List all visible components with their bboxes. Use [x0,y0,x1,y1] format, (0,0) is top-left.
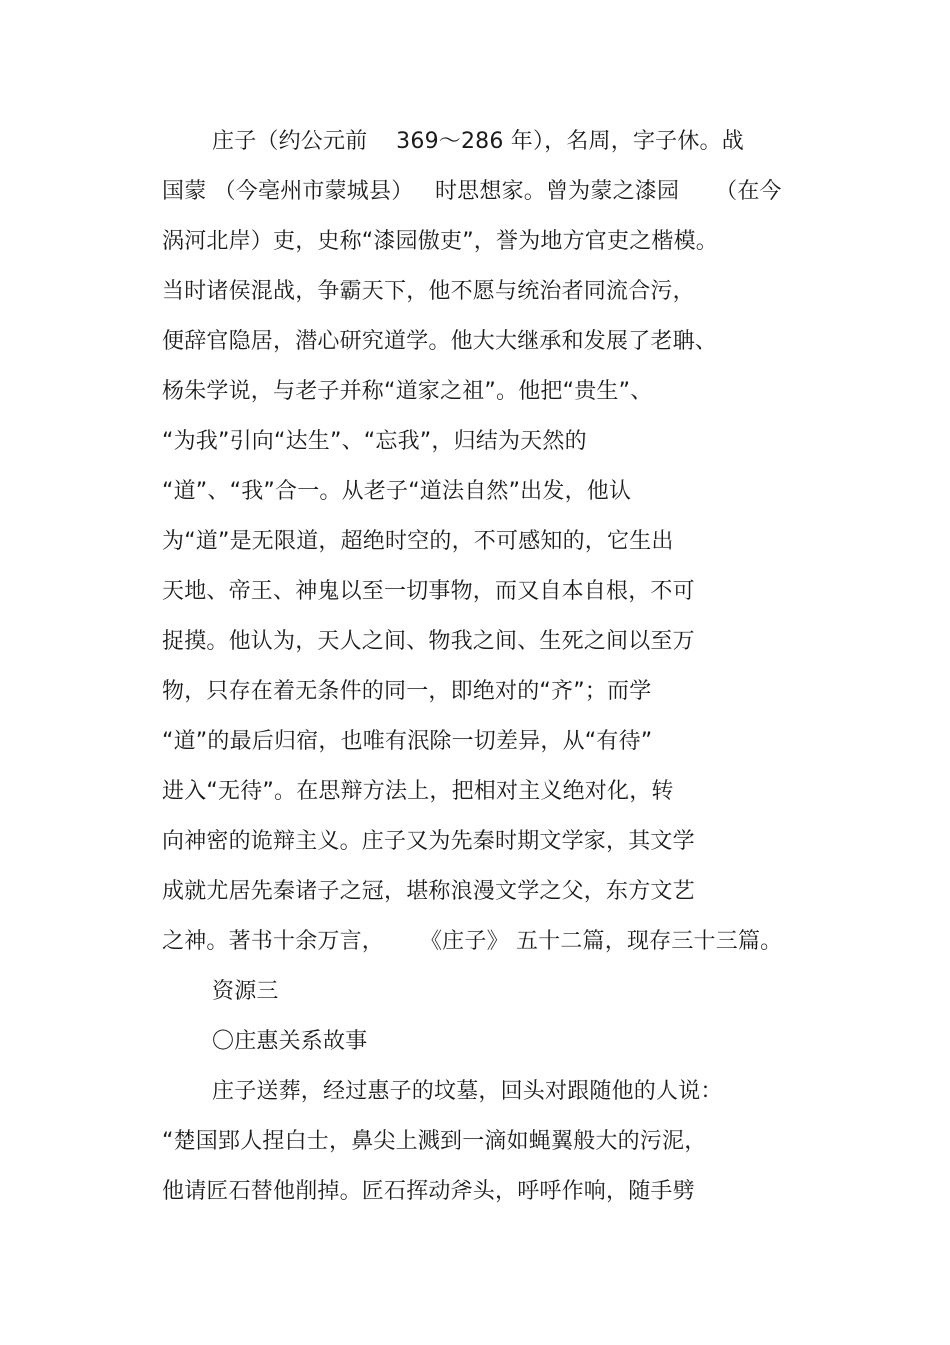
text-line: 之神。著书十余万言， 《庄子》 五十二篇，现存三十三篇。 [162,929,783,954]
text-line: “道”的最后归宿，也唯有泯除一切差异，从“有待” [162,729,653,754]
text-line: 国蒙 （今亳州市蒙城县） 时思想家。曾为蒙之漆园 （在今 [162,179,782,204]
text-line: 杨朱学说，与老子并称“道家之祖”。他把“贵生”、 [162,379,653,404]
text-line: 他请匠石替他削掉。匠石挥动斧头，呼呼作响，随手劈 [162,1179,695,1204]
text-line: 当时诸侯混战，争霸天下，他不愿与统治者同流合污， [162,279,695,304]
text-line: 庄子（约公元前 369～286 年），名周，字子休。战 [212,129,744,154]
subsection-heading: 〇庄惠关系故事 [212,1029,368,1054]
text-line: 便辞官隐居，潜心研究道学。他大大继承和发展了老聃、 [162,329,718,354]
text-line: 进入“无待”。在思辩方法上，把相对主义绝对化，转 [162,779,674,804]
text-line: “道”、“我”合一。从老子“道法自然”出发，他认 [162,479,632,504]
text-line: 成就尤居先秦诸子之冠，堪称浪漫文学之父，东方文艺 [162,879,695,904]
text-line: 为“道”是无限道，超绝时空的，不可感知的，它生出 [162,529,674,554]
text-line: “为我”引向“达生”、“忘我”，归结为天然的 [162,429,587,454]
text-line: 捉摸。他认为，天人之间、物我之间、生死之间以至万 [162,629,695,654]
text-line: 涡河北岸）吏，史称“漆园傲吏”，誉为地方官吏之楷模。 [162,229,718,254]
text-line: 天地、帝王、神鬼以至一切事物，而又自本自根，不可 [162,579,695,604]
section-heading: 资源三 [212,979,279,1004]
text-line: “楚国郢人捏白士，鼻尖上溅到一滴如蝇翼般大的污泥， [162,1129,707,1154]
text-line: 物，只存在着无条件的同一，即绝对的“齐”；而学 [162,679,652,704]
text-line: 向神密的诡辩主义。庄子又为先秦时期文学家，其文学 [162,829,695,854]
text-line: 庄子送葬，经过惠子的坟墓，回头对跟随他的人说： [212,1079,723,1104]
